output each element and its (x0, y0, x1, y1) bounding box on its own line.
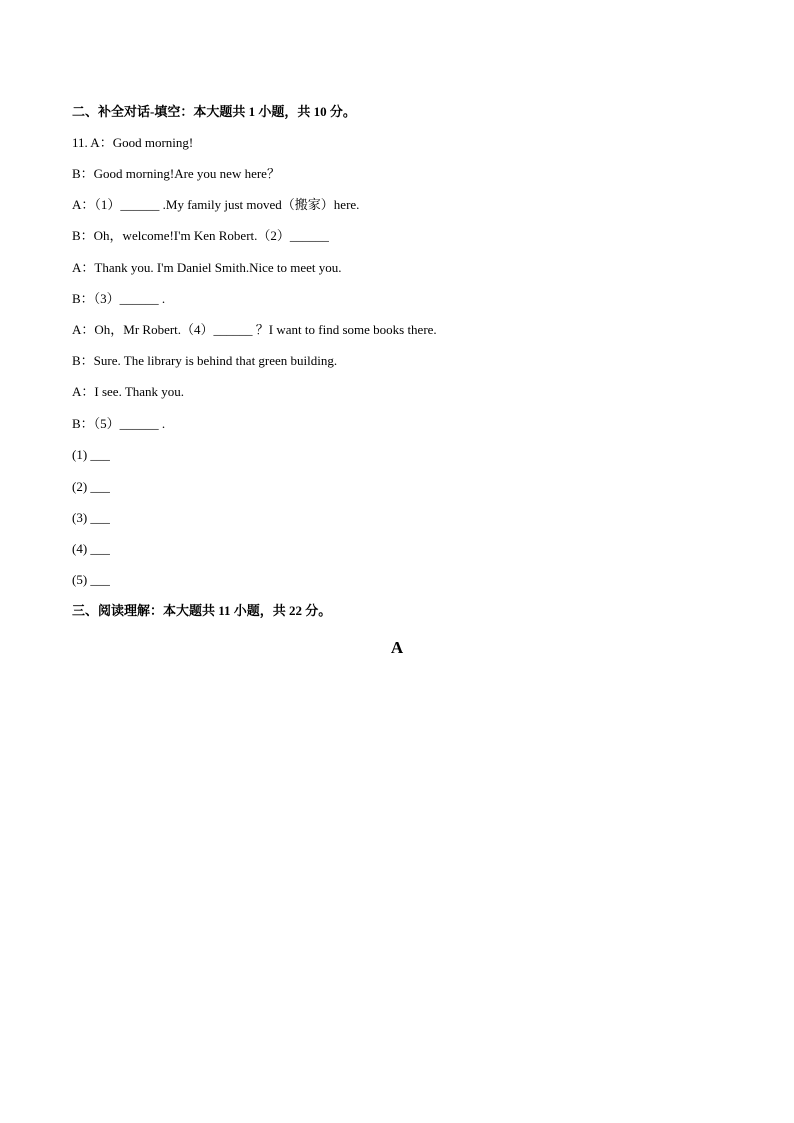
dialogue-line-8: B：Sure. The library is behind that green building. (72, 353, 338, 368)
dialogue-line-7: A：Oh，Mr Robert.（4）______ ？I want to find some books there. (72, 322, 437, 337)
answer-blank-4: (4) ___ (72, 541, 110, 556)
dialogue-line-3: A：（1）______ .My family just moved（搬家）here. (72, 197, 360, 212)
dialogue-line-5: A：Thank you. I'm Daniel Smith.Nice to meet you. (72, 260, 342, 275)
dialogue-line-9: A：I see. Thank you. (72, 384, 185, 399)
passage-label: A (390, 638, 404, 657)
dialogue-line-4: B：Oh，welcome!I'm Ken Robert.（2）______ (72, 228, 329, 243)
answer-blank-5: (5) ___ (72, 572, 110, 587)
dialogue-line-10: B：（5）______ . (72, 416, 166, 431)
section-3-heading: 三、阅读理解：本大题共 11 小题，共 22 分。 (72, 603, 332, 618)
dialogue-line-2: B：Good morning!Are you new here？ (72, 166, 280, 181)
answer-blank-2: (2) ___ (72, 479, 110, 494)
answer-blank-3: (3) ___ (72, 510, 110, 525)
section-2-heading: 二、补全对话-填空：本大题共 1 小题，共 10 分。 (72, 104, 356, 119)
answer-blank-1: (1) ___ (72, 447, 110, 462)
dialogue-line-6: B：（3）______ . (72, 291, 166, 306)
dialogue-line-1: 11. A：Good morning! (72, 135, 194, 150)
